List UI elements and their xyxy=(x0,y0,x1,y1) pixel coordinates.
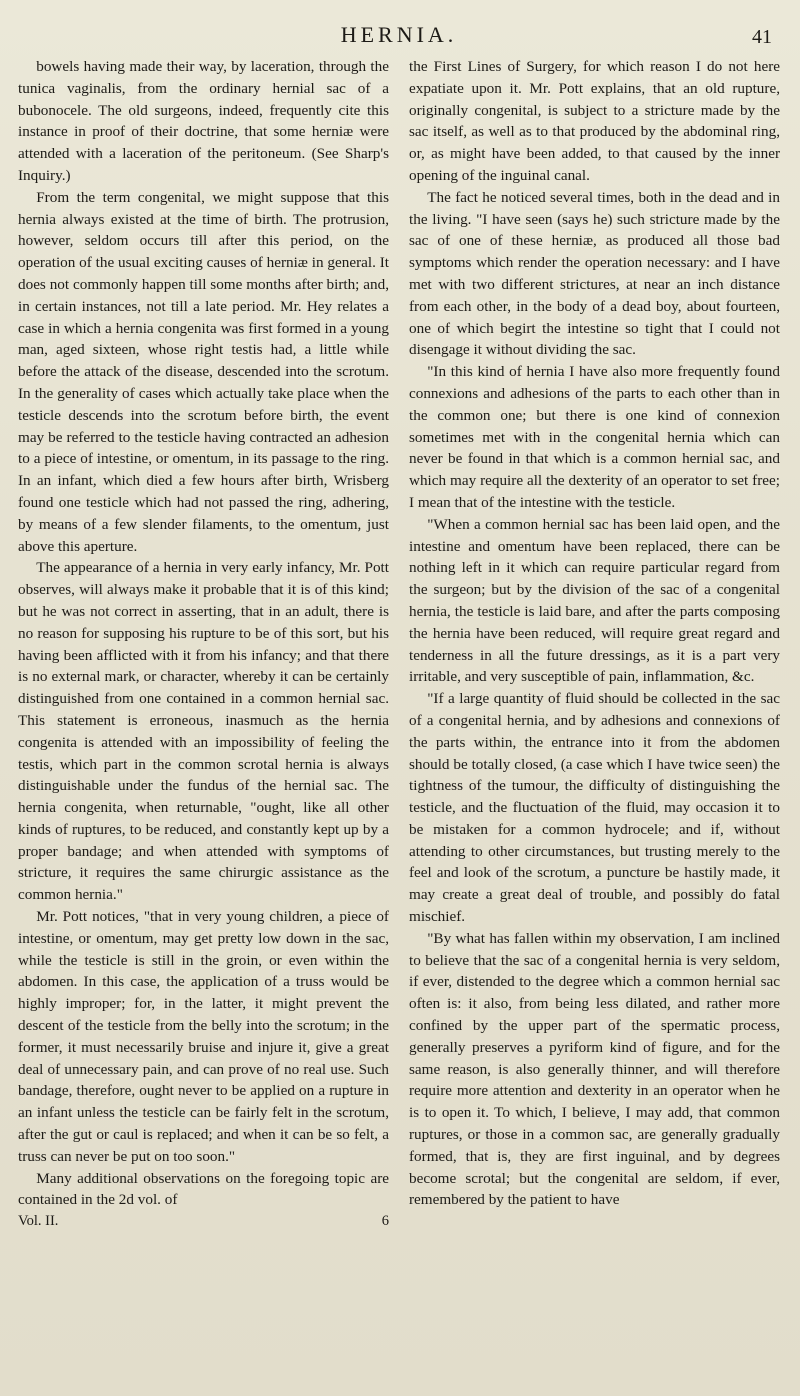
right-column xyxy=(409,56,780,1230)
volume-label: Vol. II. xyxy=(18,1213,59,1230)
left-column xyxy=(18,56,389,1230)
paragraph: "If a large quantity of fluid should be collected in the sac of a congenital hernia, and by adhesions and connexions of the parts within, the entrance into it from the abdomen should be totally closed, (a case which I have twice seen) the tightness of the tumour, the difficulty of distinguishing the testicle, and the fluctuation of the fluid, may occasion it to be mistaken for a common hydrocele; and if, without attending to other circumstances, but trusting merely to the feel and look of the scrotum, a puncture be hastily made, it may create a great deal of trouble, and possibly do fatal mischief. xyxy=(409,690,780,926)
paragraph: Many additional observations on the foregoing topic are contained in the 2d vol. of xyxy=(18,1169,389,1209)
page-header xyxy=(18,16,780,56)
paragraph: bowels having made their way, by laceration, through the tunica vaginalis, from the ordinary hernial sac of a bubonocele. The old surgeons, indeed, frequently cite this instance in proof of their doctrine, that some herniæ were attended with a laceration of the peritoneum. (See Sharp's Inquiry.) xyxy=(18,58,389,184)
text-columns xyxy=(18,56,780,1230)
paragraph: From the term congenital, we might suppose that this hernia always existed at the time of birth. The protrusion, however, seldom occurs till after this period, on the operation of the usual exciting causes of herniæ in general. It does not commonly happen till some months after birth; and, in certain instances, not till a late period. Mr. Hey relates a case in which a hernia congenita was first formed in a young man, aged sixteen, whose right testis had, a little while before the attack of the disease, descended into the scrotum. In the generality of cases which actually take place when the testicle descends into the scrotum before birth, the event may be referred to the testicle having contracted an adhesion to a piece of intestine, or omentum, in its passage to the ring. In an infant, which died a few hours after birth, Wrisberg found one testicle which had not passed the ring, adhering, by means of a few slender filaments, to the omentum, just above this aperture. xyxy=(18,188,389,555)
page-footer xyxy=(18,1213,389,1230)
paragraph: "In this kind of hernia I have also more frequently found connexions and adhesions of the parts to each other than in the common one; but there is one kind of connexion sometimes met with in the congenital hernia which can never be found in that which is a common hernial sac, and which may require all the dexterity of an operator to set free; I mean that of the intestine with the testicle. xyxy=(409,363,780,511)
paragraph: "When a common hernial sac has been laid open, and the intestine and omentum have been replaced, there can be nothing left in it which can require particular regard from the surgeon; but by the division of the sac of a congenital hernia, the testicle is laid bare, and after the parts composing the hernia have been reduced, will require great regard and tenderness in all the future dressings, as it is a part very irritable, and very susceptible of pain, inflammation, &c. xyxy=(409,515,780,686)
paragraph: the First Lines of Surgery, for which reason I do not here expatiate upon it. Mr. Pott explains, that an old rupture, originally congenital, is subject to a stricture made by the sac itself, as well as to that produced by the abdominal ring, or, as might have been added, to that caused by the inner opening of the inguinal canal. xyxy=(409,58,780,184)
signature-mark: 6 xyxy=(381,1213,389,1230)
paragraph: The appearance of a hernia in very early infancy, Mr. Pott observes, will always make it probable that it is of this kind; but he was not correct in asserting, that in an adult, there is no reason for supposing his rupture to be of this sort, but his having been afflicted with it from his infancy; and that there is no external mark, or character, whereby it can be certainly distinguished from one contained in a common hernial sac. This statement is erroneous, inasmuch as the hernia congenita is attended with an impossibility of feeling the testis, which part in the common scrotal hernia is always distinguishable under the fundus of the hernial sac. The hernia congenita, when returnable, "ought, like all other kinds of ruptures, to be reduced, and constantly kept up by a proper bandage; and when attended with symptoms of stricture, it requires the same chirurgic assistance as the common hernia." xyxy=(18,559,389,904)
paragraph: The fact he noticed several times, both in the dead and in the living. "I have seen (says he) such stricture made by the sac of one of these herniæ, as produced all those bad symptoms which render the operation necessary: and I have met with two different strictures, at near an inch distance from each other, in the body of a dead boy, about fourteen, one of which begirt the intestine so tight that I could not disengage it without dividing the sac. xyxy=(409,188,780,359)
paragraph: Mr. Pott notices, "that in very young children, a piece of intestine, or omentum, may get pretty low down in the sac, while the testicle is still in the groin, or even within the abdomen. In this case, the application of a truss would be highly improper; for, in the latter, it might prevent the descent of the testicle from the belly into the scrotum; in the former, it must necessarily bruise and injure it, give a great deal of unnecessary pain, and can prove of no real use. Such bandage, therefore, ought never to be applied on a rupture in an infant unless the testicle can be fairly felt in the scrotum, after the gut or caul is replaced; and when it can be so felt, a truss can never be put on too soon." xyxy=(18,908,389,1165)
running-head: HERNIA. xyxy=(340,22,458,47)
page-number: 41 xyxy=(752,26,772,48)
paragraph: "By what has fallen within my observation, I am inclined to believe that the sac of a congenital hernia is very seldom, if ever, distended to the degree which a common hernial sac often is: it also, from being less dilated, and rather more confined by the upper part of the spermatic process, generally preserves a pyriform kind of figure, and for the same reason, is also generally thinner, and will therefore require more attention and dexterity in an operator when he is to open it. To which, I believe, I may add, that common ruptures, or those in a common sac, are generally gradually formed, that is, they are first inguinal, and by degrees become scrotal; but the congenital are seldom, if ever, remembered by the patient to have xyxy=(409,929,780,1209)
